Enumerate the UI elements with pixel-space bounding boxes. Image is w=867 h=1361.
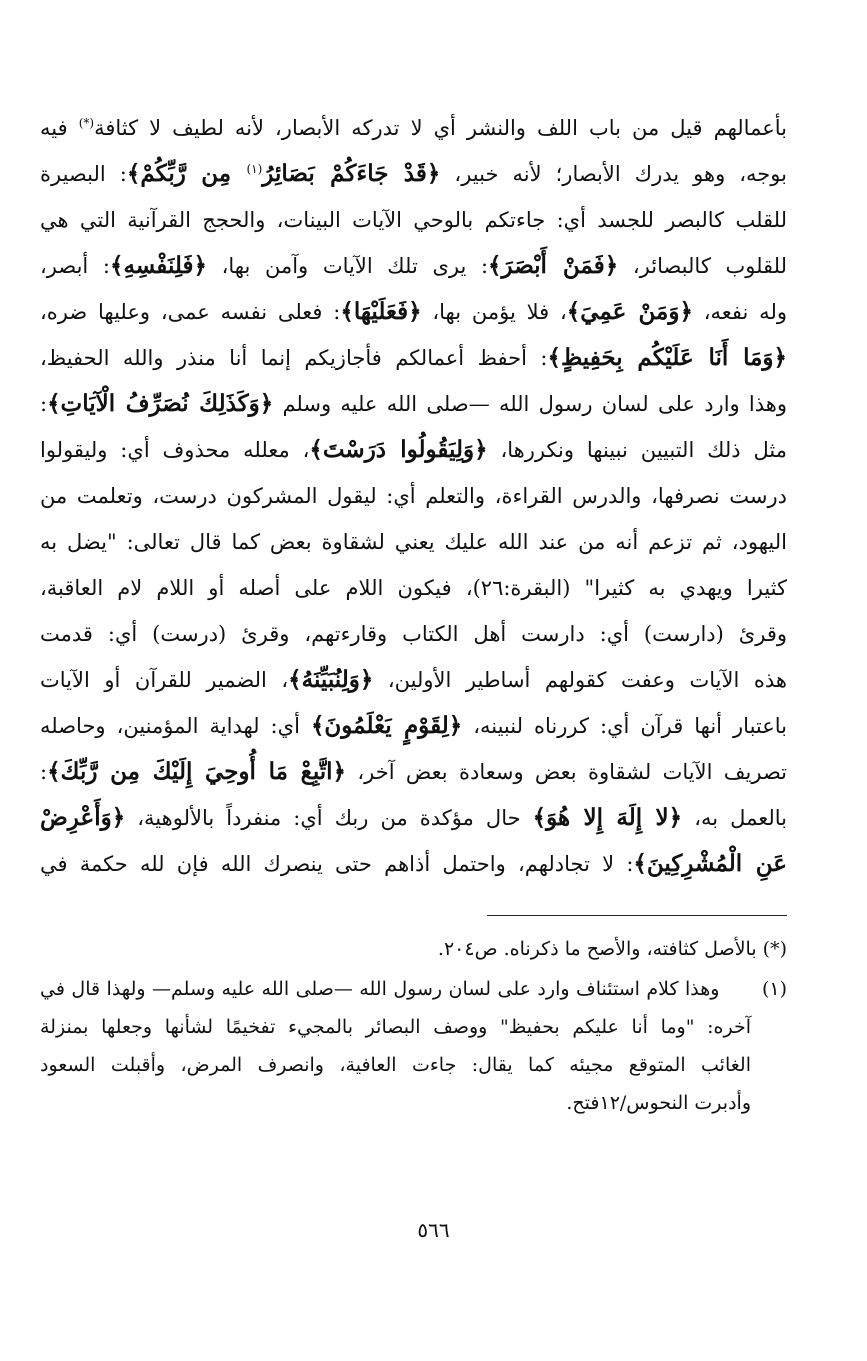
- text-line: [40, 795, 787, 841]
- footnote-ref: (*): [78, 116, 95, 130]
- text-segment: : أحفظ أعمالكم فأجازيكم إنما أنا منذر والله الحفيظ،: [40, 346, 548, 370]
- text-line: [40, 427, 787, 473]
- footnote-1: [40, 970, 787, 1122]
- text-segment: :: [40, 392, 48, 416]
- footnotes: [40, 930, 787, 1122]
- footnote-star: [40, 930, 787, 968]
- page: [40, 105, 787, 1325]
- quran-quote: ﴿اتَّبِعْ مَا أُوحِيَ إِلَيْكَ مِن رَّبِّكَ﴾: [47, 758, 347, 785]
- quran-quote: ﴿لا إِلَهَ إِلا هُوَ﴾: [532, 804, 683, 831]
- text-segment: : يرى تلك الآيات وآمن بها،: [206, 254, 489, 278]
- text-segment: ، معلله محذوف أي: وليقولوا: [40, 438, 310, 462]
- quran-quote: ﴿وَمَنْ عَمِيَ﴾: [566, 298, 693, 325]
- text-line: [40, 243, 787, 289]
- quran-quote: ﴿فَمَنْ أَبْصَرَ﴾: [488, 252, 619, 279]
- footnote-marker: (*): [762, 938, 787, 960]
- text-line: [40, 335, 787, 381]
- text-segment: :: [40, 760, 48, 784]
- text-segment: مثل ذلك التبيين نبينها ونكررها،: [487, 438, 787, 462]
- quran-quote: ﴿وَمَا أَنَا عَلَيْكُم بِحَفِيظٍ﴾: [547, 344, 787, 371]
- footnote-line: آخره: "وما أنا عليكم بحفيظ" ووصف البصائر بالمجيء تفخيمًا لشأنها وجعلها بمنزلة: [40, 1016, 751, 1038]
- text-line: [40, 289, 787, 335]
- quran-quote: ﴿فَعَلَيْهَا﴾: [340, 298, 422, 325]
- footnote-line: الغائب المتوقع مجيئه كما يقال: جاءت العافية، وانصرف المرض، وأقبلت السعود: [40, 1054, 751, 1076]
- footnote-line: [40, 970, 787, 1008]
- text-segment: فيه: [40, 116, 79, 140]
- text-line: [40, 473, 787, 519]
- text-segment: : فعلى نفسه عمى، وعليها ضره،: [40, 300, 341, 324]
- text-line: [40, 197, 787, 243]
- text-segment: وهذا وارد على لسان رسول الله —صلى الله عليه وسلم: [273, 392, 788, 416]
- text-segment: باعتبار أنها قرآن أي: كررناه لنبينه،: [462, 714, 788, 738]
- text-segment: بالعمل به،: [682, 806, 787, 830]
- footnote-ref: (١): [246, 162, 263, 176]
- footnote-divider: [487, 915, 787, 916]
- footnote-marker: (١): [761, 978, 787, 1000]
- text-line: [40, 565, 787, 611]
- text-line: [40, 749, 787, 795]
- text-segment: للقلوب كالبصائر،: [618, 254, 788, 278]
- text-line: [40, 703, 787, 749]
- text-segment: وله نفعه،: [692, 300, 787, 324]
- footnote-text: وهذا كلام استئناف وارد على لسان رسول الله —صلى الله عليه وسلم— ولهذا قال في: [40, 978, 720, 1000]
- text-segment: أي: لهداية المؤمنين، وحاصله: [40, 714, 311, 738]
- text-segment: درست نصرفها، والدرس القراءة، والتعلم أي: ليقول المشركون درست، وتعلمت من: [40, 484, 787, 508]
- main-text: [40, 105, 787, 887]
- quran-quote: ﴿وَأَعْرِضْ: [40, 804, 126, 831]
- text-segment: هذه الآيات وعفت كقولهم أساطير الأولين،: [373, 668, 787, 692]
- quran-quote: ﴿وَلِيَقُولُوا دَرَسْتَ﴾: [309, 436, 488, 463]
- text-line: [40, 611, 787, 657]
- text-line: [40, 519, 787, 565]
- text-segment: بوجه، وهو يدرك الأبصار؛ لأنه خبير،: [440, 162, 787, 186]
- text-segment: للقلب كالبصر للجسد أي: جاءتكم بالوحي الآيات البينات، والحجج القرآنية التي هي: [40, 208, 787, 232]
- text-line: [40, 657, 787, 703]
- footnote-text: بالأصل كثافته، والأصح ما ذكرناه. ص٢٠٤.: [437, 938, 757, 960]
- text-segment: حال مؤكدة من ربك أي: منفرداً بالألوهية،: [125, 806, 533, 830]
- text-segment: بأعمالهم قيل من باب اللف والنشر أي لا تدركه الأبصار، لأنه لطيف لا كثافة: [94, 116, 787, 140]
- text-segment: كثيرا ويهدي به كثيرا" (البقرة:٢٦)، فيكون اللام على أصله أو اللام لام العاقبة،: [40, 576, 788, 600]
- quran-quote: ﴿لِقَوْمٍ يَعْلَمُونَ﴾: [310, 712, 463, 739]
- text-segment: وقرئ (دارست) أي: دارست أهل الكتاب وقارءتهم، وقرئ (درست) أي: قدمت: [40, 622, 787, 646]
- text-segment: : لا تجادلهم، واحتمل أذاهم حتى ينصرك الله فإن لله حكمة في: [40, 852, 634, 876]
- text-line: [40, 151, 787, 197]
- quran-quote: ﴿وَكَذَلِكَ نُصَرِّفُ الْآيَاتِ﴾: [47, 390, 274, 417]
- quran-quote: عَنِ الْمُشْرِكِينَ﴾: [633, 850, 787, 877]
- text-segment: اليهود، ثم تزعم أنه من عند الله عليك يعني لشقاوة بعض كما قال تعالى: "يضل به: [40, 530, 787, 554]
- text-line: [40, 381, 787, 427]
- quran-quote: ﴿قَدْ جَاءَكُمْ بَصَائِرُ: [262, 160, 441, 187]
- text-line: [40, 105, 787, 151]
- quran-quote: ﴿فَلِنَفْسِهِ﴾: [109, 252, 207, 279]
- quran-quote: ﴿وَلِنُبَيِّنَهُ﴾: [288, 666, 374, 693]
- text-segment: ، فلا يؤمن بها،: [421, 300, 567, 324]
- page-number: ٥٦٦: [417, 1218, 450, 1242]
- text-segment: تصريف الآيات لشقاوة بعض وسعادة بعض آخر،: [346, 760, 788, 784]
- text-segment: : البصيرة: [40, 162, 127, 186]
- text-segment: : أبصر،: [40, 254, 110, 278]
- footnote-line: وأدبرت النحوس/١٢فتح.: [566, 1092, 751, 1114]
- text-segment: ، الضمير للقرآن أو الآيات: [40, 668, 289, 692]
- text-line: [40, 841, 787, 887]
- quran-quote: مِن رَّبِّكُمْ﴾: [126, 160, 247, 187]
